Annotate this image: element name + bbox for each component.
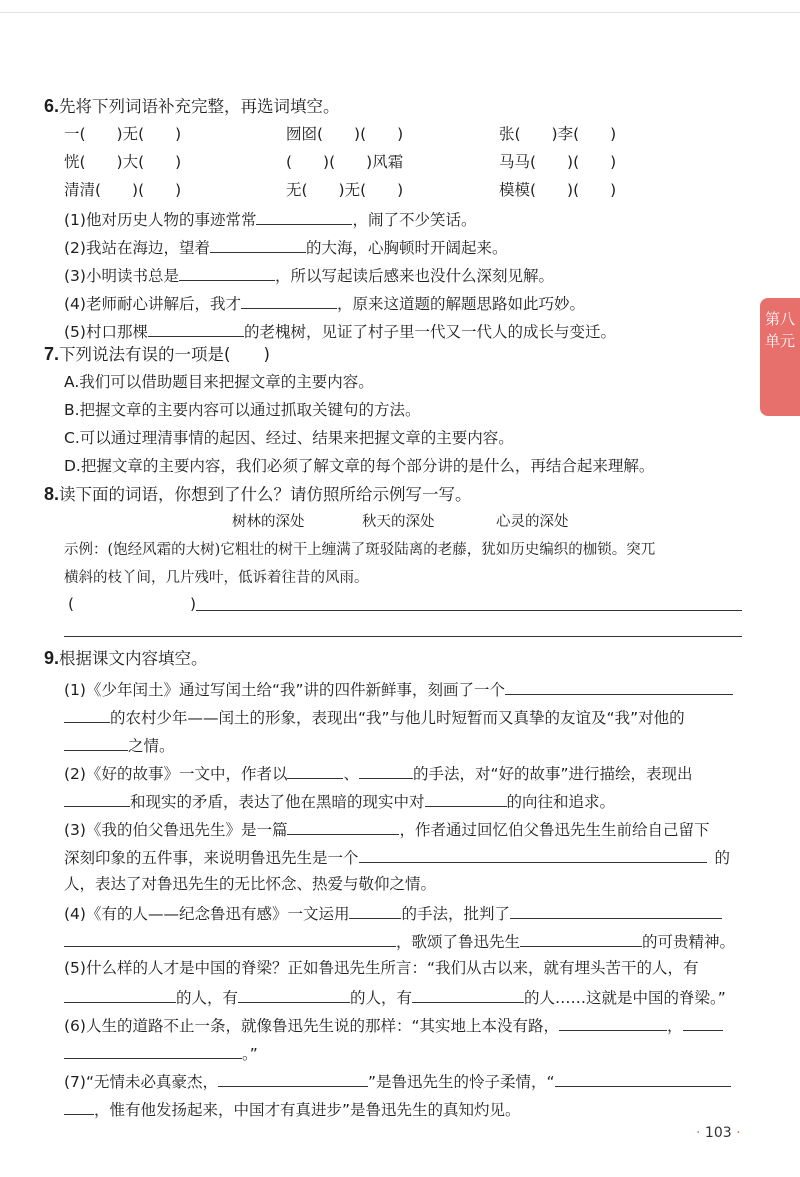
option-c: C.可以通过理清事情的起因、经过、结果来把握文章的主要内容。 <box>64 429 514 447</box>
unit-side-tab <box>760 298 800 416</box>
answer-blank[interactable] <box>256 208 352 225</box>
answer-paren-close: ) <box>190 595 197 613</box>
option-d: D.把握文章的主要内容，我们必须了解文章的每个部分讲的是什么，再结合起来理解。 <box>64 457 655 475</box>
question-7-title: 7.下列说法有误的一项是( ) <box>44 344 270 364</box>
fill-item: (2)《好的故事》一文中，作者以 、 的手法，对“好的故事”进行描绘，表现出 <box>64 762 693 784</box>
question-8-title: 8.读下面的词语，你想到了什么？请仿照所给示例写一写。 <box>44 484 472 504</box>
answer-blank[interactable] <box>64 790 130 807</box>
answer-line[interactable] <box>196 610 742 611</box>
fill-item: 的人，有 的人，有 的人……这就是中国的脊梁。” <box>64 986 726 1008</box>
answer-paren-open: ( <box>68 595 75 613</box>
answer-blank[interactable] <box>241 292 337 309</box>
answer-blank[interactable] <box>210 236 306 253</box>
fill-item: 的农村少年——闰土的形象，表现出“我”与他儿时短暂而又真挚的友谊及“我”对他的 <box>64 706 685 728</box>
fill-item: (6)人生的道路不止一条，就像鲁迅先生说的那样：“其实地上本没有路， ， <box>64 1014 723 1036</box>
option-b: B.把握文章的主要内容可以通过抓取关键句的方法。 <box>64 401 421 419</box>
answer-blank[interactable] <box>505 678 733 695</box>
word-item: ( )( )风霜 <box>286 153 404 171</box>
phrase-1: 树林的深处 <box>232 514 305 530</box>
answer-blank[interactable] <box>287 762 343 779</box>
fill-item: 人，表达了对鲁迅先生的无比怀念、热爱与敬仰之情。 <box>64 875 437 893</box>
answer-blank[interactable] <box>287 818 399 835</box>
option-a: A.我们可以借助题目来把握文章的主要内容。 <box>64 373 374 391</box>
answer-blank[interactable] <box>238 986 350 1003</box>
unit-side-tab-label: 第八单元 <box>764 310 795 350</box>
word-item: 马马( )( ) <box>499 153 617 171</box>
answer-blank[interactable] <box>683 1014 723 1031</box>
answer-line[interactable] <box>64 636 742 637</box>
fill-item: ，惟有他发扬起来，中国才有真进步”是鲁迅先生的真知灼见。 <box>64 1098 521 1120</box>
phrase-2: 秋天的深处 <box>362 514 435 530</box>
word-item: 张( )李( ) <box>499 125 617 143</box>
fill-item: (1)《少年闰土》通过写闰土给“我”讲的四件新鲜事，刻画了一个 <box>64 678 733 700</box>
example-line-1: 示例：(饱经风霜的大树)它粗壮的树干上缠满了斑驳陆离的老藤，犹如历史编织的枷锁。突兀 <box>64 542 656 558</box>
fill-item: 深刻印象的五件事，来说明鲁迅先生是一个 的 <box>64 846 730 868</box>
answer-blank[interactable] <box>510 902 722 919</box>
fill-item: (3)《我的伯父鲁迅先生》是一篇 ，作者通过回忆伯父鲁迅先生生前给自己留下 <box>64 818 709 840</box>
answer-blank[interactable] <box>148 320 244 337</box>
fill-item: (4)老师耐心讲解后，我才 ，原来这道题的解题思路如此巧妙。 <box>64 292 585 314</box>
question-9-title: 9.根据课文内容填空。 <box>44 648 208 668</box>
answer-blank[interactable] <box>218 1070 368 1087</box>
fill-item: ，歌颂了鲁迅先生 的可贵精神。 <box>64 930 735 952</box>
fill-item: (4)《有的人——纪念鲁迅有感》一文运用 的手法，批判了 <box>64 902 722 924</box>
word-item: 恍( )大( ) <box>64 153 182 171</box>
fill-item: (5)村口那棵 的老槐树，见证了村子里一代又一代人的成长与变迁。 <box>64 320 616 342</box>
word-item: 无( )无( ) <box>286 181 404 199</box>
answer-blank[interactable] <box>520 930 642 947</box>
answer-blank[interactable] <box>359 762 413 779</box>
word-item: 一( )无( ) <box>64 125 182 143</box>
phrase-3: 心灵的深处 <box>496 514 569 530</box>
fill-item: 之情。 <box>64 734 175 756</box>
word-item: 模模( )( ) <box>499 181 617 199</box>
fill-item: (1)他对历史人物的事迹常常 ，闹了不少笑话。 <box>64 208 476 230</box>
answer-blank[interactable] <box>425 790 507 807</box>
example-line-2: 横斜的枝丫间，几片残叶，低诉着往昔的风雨。 <box>64 570 369 586</box>
answer-blank[interactable] <box>349 902 401 919</box>
answer-blank[interactable] <box>359 846 707 863</box>
answer-blank[interactable] <box>64 986 176 1003</box>
answer-blank[interactable] <box>64 734 128 751</box>
answer-blank[interactable] <box>559 1014 667 1031</box>
word-item: 囫囵( )( ) <box>286 125 404 143</box>
fill-item: 和现实的矛盾，表达了他在黑暗的现实中对 的向往和追求。 <box>64 790 615 812</box>
answer-blank[interactable] <box>555 1070 731 1087</box>
fill-item: (7)“无情未必真豪杰， ”是鲁迅先生的怜子柔情，“ <box>64 1070 731 1092</box>
answer-blank[interactable] <box>64 930 396 947</box>
top-divider <box>0 12 800 13</box>
answer-blank[interactable] <box>179 264 275 281</box>
page-number: · 103 · <box>696 1125 741 1141</box>
fill-item: (2)我站在海边，望着 的大海，心胸顿时开阔起来。 <box>64 236 507 258</box>
dot-icon: · <box>736 1125 741 1141</box>
word-item: 清清( )( ) <box>64 181 182 199</box>
question-6-title: 6.先将下列词语补充完整，再选词填空。 <box>44 96 340 116</box>
answer-blank[interactable] <box>64 706 110 723</box>
answer-blank[interactable] <box>64 1042 242 1059</box>
fill-item: (5)什么样的人才是中国的脊梁？正如鲁迅先生所言：“我们从古以来，就有埋头苦干的人，有 <box>64 959 699 977</box>
fill-item: (3)小明读书总是 ，所以写起读后感来也没什么深刻见解。 <box>64 264 554 286</box>
fill-item: 。” <box>64 1042 258 1064</box>
dot-icon: · <box>696 1125 701 1141</box>
answer-blank[interactable] <box>412 986 524 1003</box>
answer-blank[interactable] <box>64 1098 94 1115</box>
